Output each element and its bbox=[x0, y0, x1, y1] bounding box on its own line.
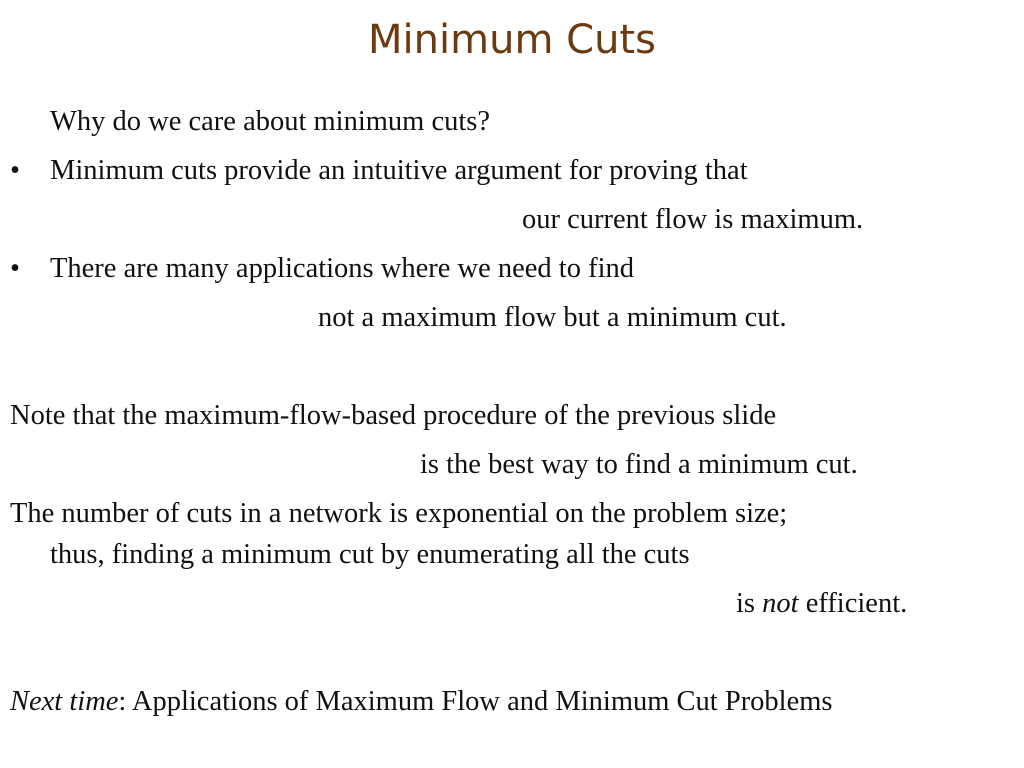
slide-title: Minimum Cuts bbox=[368, 17, 656, 63]
cuts-paragraph-line-3-post: efficient. bbox=[798, 588, 908, 619]
emphasis-not: not bbox=[762, 588, 799, 619]
bullet-marker: • bbox=[10, 155, 20, 186]
bullet-2-line-1: There are many applications where we need to find bbox=[50, 253, 634, 284]
bullet-2-line-2: not a maximum flow but a minimum cut. bbox=[318, 302, 787, 333]
next-time-label: Next time bbox=[10, 686, 119, 717]
note-line-1: Note that the maximum-flow-based procedure of the previous slide bbox=[10, 400, 777, 431]
cuts-paragraph-line-2: thus, finding a minimum cut by enumerating all the cuts bbox=[50, 539, 690, 570]
bullet-1-line-2: our current flow is maximum. bbox=[522, 204, 864, 235]
cuts-paragraph-line-1: The number of cuts in a network is exponential on the problem size; bbox=[10, 498, 788, 529]
bullet-1-line-1: Minimum cuts provide an intuitive argument for proving that bbox=[50, 155, 748, 186]
bullet-marker: • bbox=[10, 253, 20, 284]
next-time-line bbox=[10, 685, 833, 719]
next-time-text: : Applications of Maximum Flow and Minimum Cut Problems bbox=[118, 686, 833, 717]
cuts-paragraph-line-3-pre: is bbox=[736, 588, 763, 619]
note-line-2: is the best way to find a minimum cut. bbox=[420, 449, 858, 480]
cuts-paragraph-line-3 bbox=[736, 587, 907, 621]
question-text: Why do we care about minimum cuts? bbox=[50, 106, 491, 137]
